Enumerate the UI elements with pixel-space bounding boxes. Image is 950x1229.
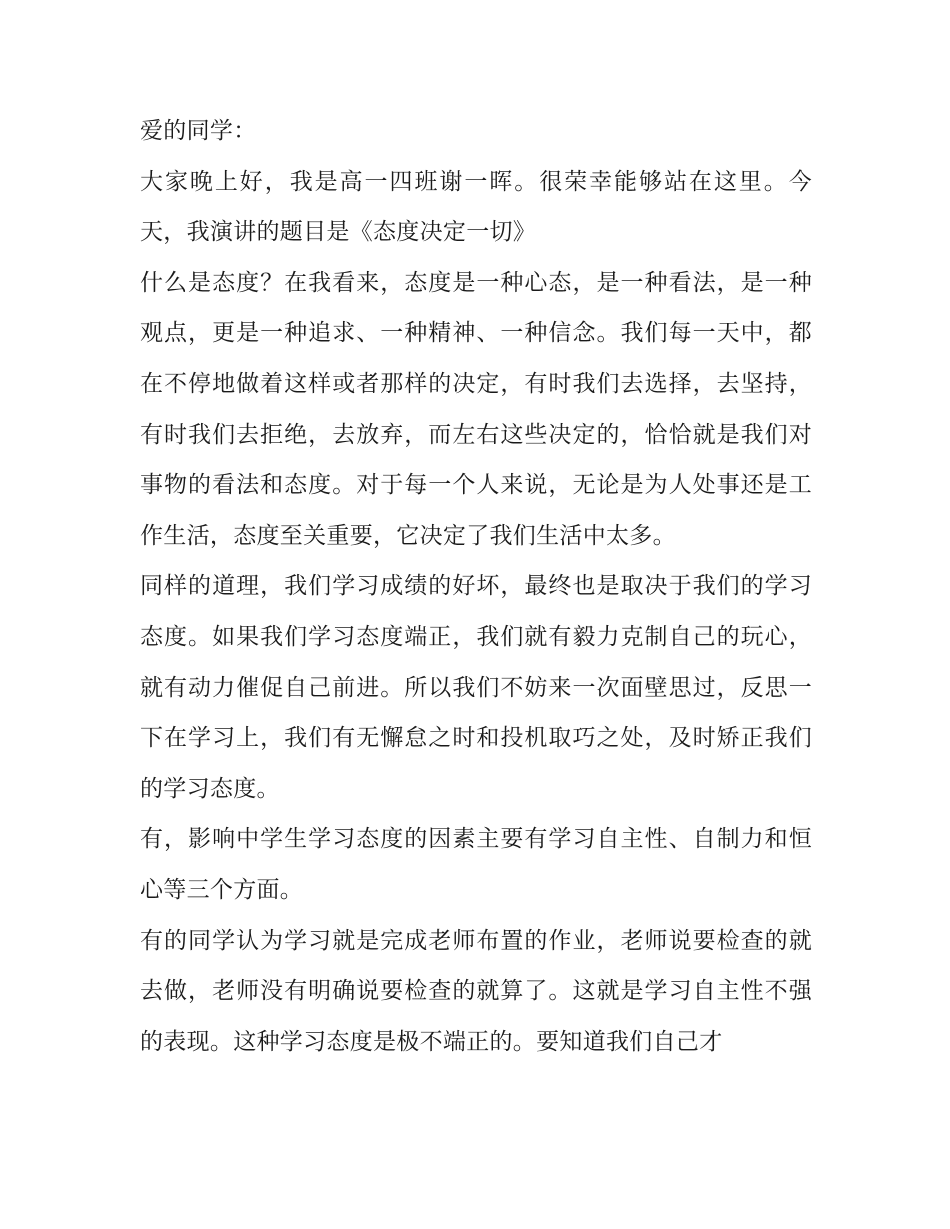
salutation: 爱的同学： [140,118,257,144]
paragraph-what-is-attitude: 什么是态度？在我看来，态度是一种心态，是一种看法，是一种观点，更是一种追求、一种精神、一种信念。我们每一天中，都在不停地做着这样或者那样的决定，有时我们去选择，去坚持，有时我们去拒绝，去放弃，而左右这些决定的，恰恰就是我们对事物的看法和态度。对于每一个人来说，无论是为人处事还是工作生活，态度至关重要，它决定了我们生活中太多。 [140,269,812,549]
paragraph-greeting: 大家晚上好，我是高一四班谢一晖。很荣幸能够站在这里。今天，我演讲的题目是《态度决定一切》 [140,168,812,246]
document-body [140,106,812,1067]
paragraph-study-attitude: 同样的道理，我们学习成绩的好坏，最终也是取决于我们的学习态度。如果我们学习态度端正，我们就有毅力克制自己的玩心，就有动力催促自己前进。所以我们不妨来一次面壁思过，反思一下在学习上，我们有无懈怠之时和投机取巧之处，及时矫正我们的学习态度。 [140,573,812,802]
paragraph-autonomy: 有的同学认为学习就是完成老师布置的作业，老师说要检查的就去做，老师没有明确说要检查的就算了。这就是学习自主性不强的表现。这种学习态度是极不端正的。要知道我们自己才 [140,927,812,1055]
paragraph-factors: 有，影响中学生学习态度的因素主要有学习自主性、自制力和恒心等三个方面。 [140,826,812,903]
